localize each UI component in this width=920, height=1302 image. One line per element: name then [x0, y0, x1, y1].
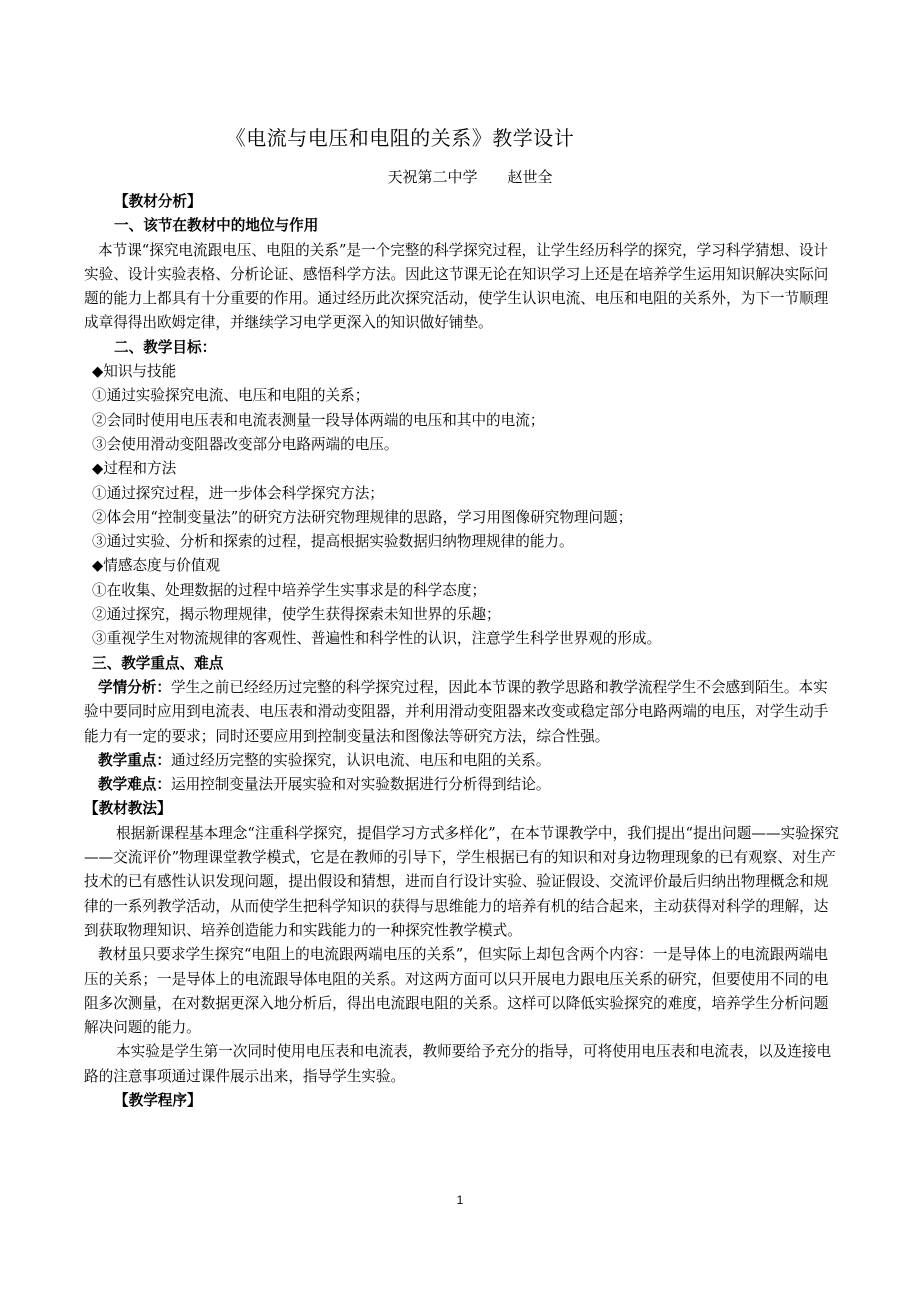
label-difficulty: 教学难点： — [98, 776, 171, 794]
text-difficulty: 运用控制变量法开展实验和对实验数据进行分析得到结论。 — [170, 776, 551, 794]
paragraph-key-point — [84, 749, 840, 773]
goal-item: ②通过探究，揭示物理规律，使学生获得探索未知世界的乐趣； — [92, 606, 501, 624]
section-heading-analysis: 【教材分析】 — [114, 193, 202, 210]
label-key-point: 教学重点： — [98, 751, 171, 769]
paragraph-methods-2: 教材虽只要求学生探究“电阻上的电流跟两端电压的关系”，但实际上却包含两个内容：一是导体上的电流跟两端电压的关系；一是导体上的电流跟导体电阻的关系。对这两方面可以只开展电力跟电压关系的研究，但要使用不同的电阻多次测量，在对数据更深入地分析后，得出电流跟电阻的关系。这样可以降低实验探究的难度，培养学生分析问题解决问题的能力。 — [84, 946, 829, 1037]
goal-item: ③通过实验、分析和探索的过程，提高根据实验数据归纳物理规律的能力。 — [92, 533, 574, 551]
goal-item: ②体会用“控制变量法”的研究方法研究物理规律的思路，学习用图像研究物理问题； — [92, 508, 633, 526]
paragraph-student-analysis — [84, 676, 840, 749]
goal-item: ①通过实验探究电流、电压和电阻的关系； — [92, 387, 370, 405]
section-heading-procedure: 【教学程序】 — [114, 1091, 202, 1109]
section-heading-methods: 【教材教法】 — [84, 800, 172, 818]
text-key-point: 通过经历完整的实验探究，认识电流、电压和电阻的关系。 — [170, 751, 551, 769]
author-line — [0, 166, 920, 187]
paragraph-methods-3: 本实验是学生第一次同时使用电压表和电流表，教师要给予充分的指导，可将使用电压表和电流表，以及连接电路的注意事项通过课件展示出来，指导学生实验。 — [84, 1043, 832, 1085]
goal-item: ①在收集、处理数据的过程中培养学生实事求是的科学态度； — [92, 581, 487, 599]
paragraph-methods-1: 根据新课程基本理念“注重科学探究，提倡学习方式多样化”，在本节课教学中，我们提出“提出问题——实验探究——交流评价”物理课堂教学模式，它是在教师的引导下，学生根据已有的知识和对身边物理现象的已有观察、对生产技术的已有感性认识发现问题，提出假设和猜想，进而自行设计实验、验证假设、交流评价最后归纳出物理概念和规律的一系列教学活动，从而使学生把科学知识的获得与思维能力的培养有机的结合起来，主动获得对科学的理解，达到获取物理知识、培养创造能力和实践能力的一种探究性教学模式。 — [84, 824, 839, 939]
page-number: 1 — [456, 1193, 464, 1207]
subheading-goals: 二、教学目标： — [114, 338, 217, 356]
goal-item: ②会同时使用电压表和电流表测量一段导体两端的电压和其中的电流； — [92, 411, 545, 429]
text-student-analysis: 学生之前已经经历过完整的科学探究过程，因此本节课的教学思路和教学流程学生不会感到陌生。本实验中要同时应用到电流表、电压表和滑动变阻器，并利用滑动变阻器来改变或稳定部分电路两端的电压，对学生动手能力有一定的要求；同时还要应用到控制变量法和图像法等研究方法，综合性强。 — [84, 678, 829, 745]
document-body — [84, 190, 840, 1113]
goal-item: ③会使用滑动变阻器改变部分电路两端的电压。 — [92, 435, 399, 453]
label-student-analysis: 学情分析： — [98, 678, 171, 696]
paragraph-position: 本节课“探究电流跟电压、电阻的关系”是一个完整的科学探究过程，让学生经历科学的探究，学习科学猜想、设计实验、设计实验表格、分析论证、感悟科学方法。因此这节课无论在知识学习上还是在培养学生运用知识解决实际问题的能力上都具有十分重要的作用。通过经历此次探究活动，使学生认识电流、电压和电阻的关系外，为下一节顺理成章得得出欧姆定律，并继续学习电学更深入的知识做好铺垫。 — [84, 241, 829, 332]
goal-item: ③重视学生对物流规律的客观性、普遍性和科学性的认识，注意学生科学世界观的形成。 — [92, 630, 662, 648]
goal-group-knowledge: ◆知识与技能 — [92, 363, 177, 381]
goal-group-attitude: ◆情感态度与价值观 — [92, 557, 220, 575]
paragraph-difficulty — [84, 773, 840, 797]
document-title: 《电流与电压和电阻的关系》教学设计 — [225, 126, 575, 150]
subheading-position: 一、该节在教材中的地位与作用 — [114, 217, 319, 235]
author-school: 天祝第二中学 — [387, 168, 478, 186]
author-name: 赵世全 — [507, 168, 553, 186]
goal-group-process: ◆过程和方法 — [92, 460, 177, 478]
subheading-keypoints: 三、教学重点、难点 — [92, 654, 224, 672]
goal-item: ①通过探究过程，进一步体会科学探究方法； — [92, 484, 384, 502]
